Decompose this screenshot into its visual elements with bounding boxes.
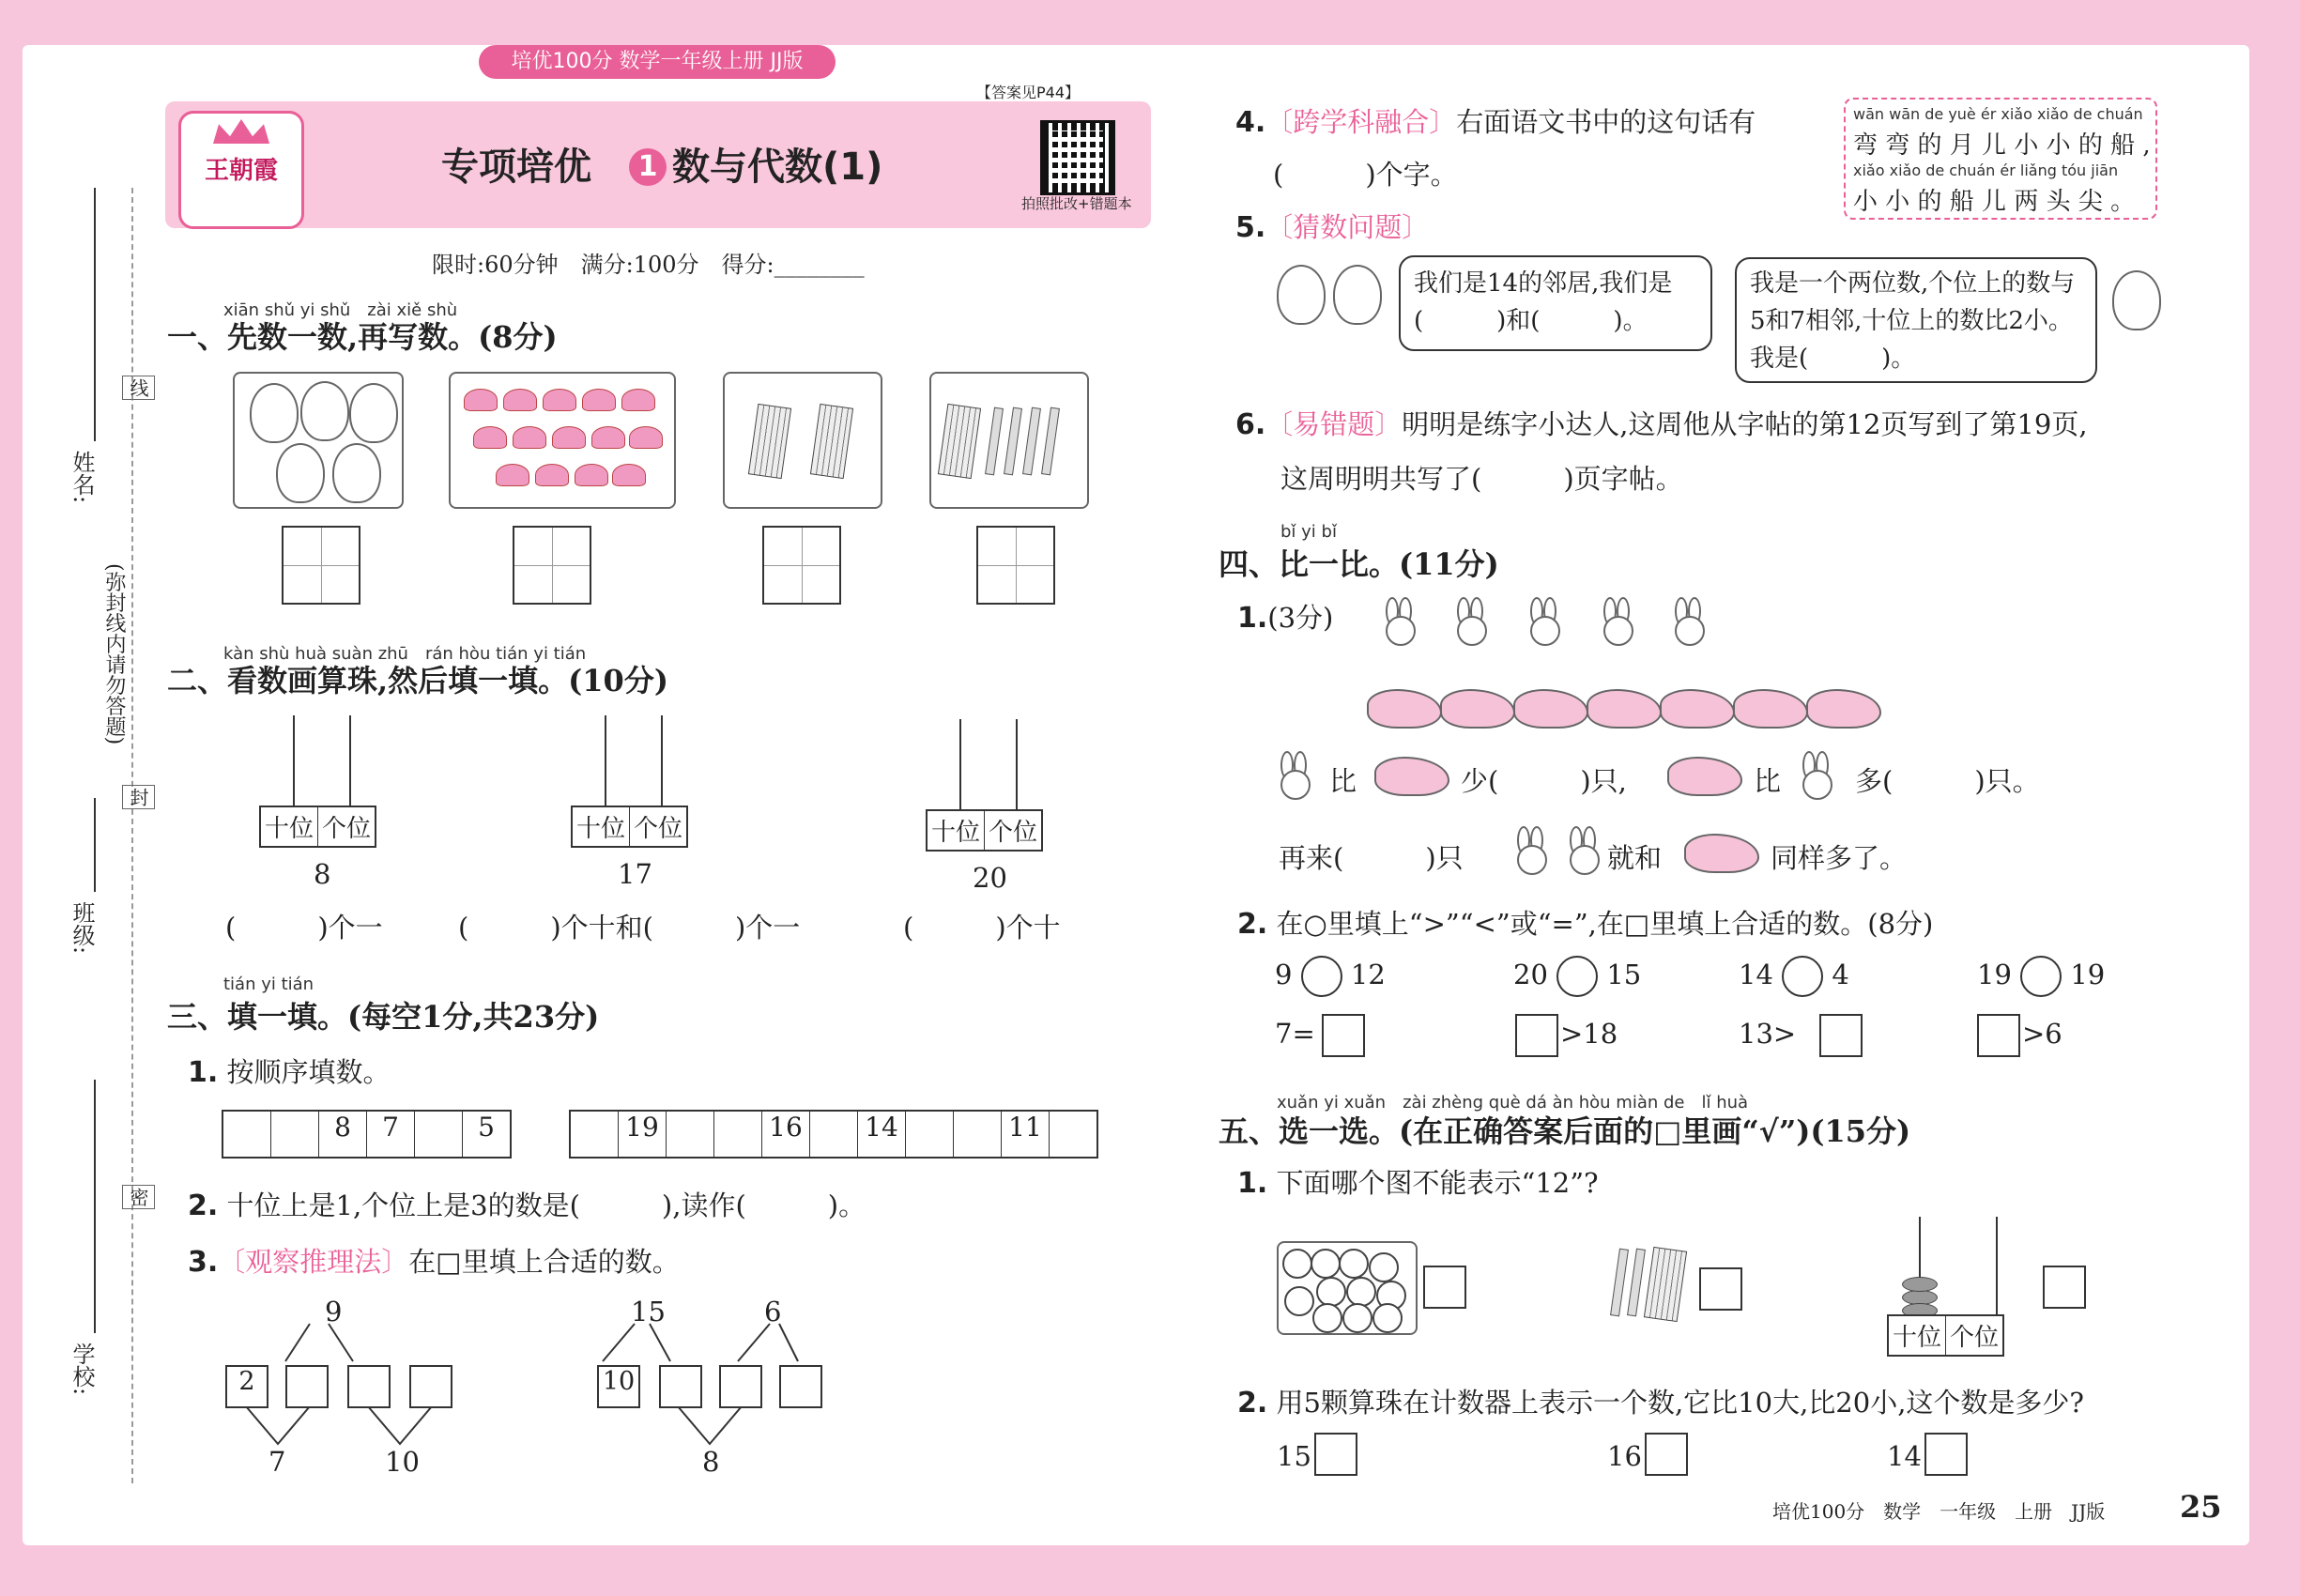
page-title: [441, 137, 882, 191]
chick-icon: [1277, 265, 1326, 325]
s2-pinyin: kàn shù huà suàn zhū rán hòu tián yi tián: [223, 644, 587, 664]
seq-cell[interactable]: [571, 1112, 619, 1157]
stick-icon: [1022, 407, 1041, 476]
box-compare-4: >6: [2022, 1018, 2062, 1050]
choice-box-c[interactable]: [2043, 1266, 2086, 1309]
mushroom-icon: [582, 389, 616, 411]
chick-icon: [250, 383, 299, 443]
seq-cell: 11: [1002, 1112, 1050, 1157]
q-number: 1.: [1237, 602, 1268, 635]
q-number: 5.: [1235, 211, 1266, 244]
smiley-icon: [1339, 1249, 1369, 1279]
compare-circle[interactable]: [1782, 956, 1823, 997]
method-tag: 〔猜数问题〕: [1265, 211, 1430, 243]
faces-picture: [1277, 1241, 1418, 1335]
tree2-box[interactable]: [719, 1365, 762, 1408]
seq-cell[interactable]: [271, 1112, 319, 1157]
rabbit-icon: [1277, 751, 1311, 800]
bubble-1-text[interactable]: 我们是14的邻居,我们是( )和( )。: [1414, 269, 1673, 335]
s4-heading: 四、比一比。(11分): [1219, 546, 1499, 582]
mushroom-icon: [473, 426, 507, 449]
abacus-rod: [1996, 1217, 1998, 1314]
rabbit-icon: [1799, 751, 1832, 800]
compare-text-4[interactable]: 多( )只。: [1855, 765, 2040, 797]
compare-left: 19: [1977, 959, 2012, 990]
logo-text: 王朝霞: [204, 157, 278, 185]
q-number: 1.: [188, 1056, 219, 1089]
box-compare-3: 13>: [1739, 1018, 1797, 1050]
tree-branch: [329, 1324, 353, 1361]
sequence-row-2: [569, 1110, 1098, 1159]
s1-pinyin: xiān shǔ yi shǔ zài xiě shù: [223, 300, 458, 320]
compare-left: 20: [1513, 959, 1548, 990]
mushroom-icon: [464, 389, 498, 411]
chick-icon: [300, 381, 349, 441]
choice-box-b[interactable]: [1699, 1267, 1742, 1311]
abacus-3-number: 20: [973, 862, 1007, 894]
tree1-box-given: 2: [225, 1365, 268, 1408]
answer-ref: 【答案见P44】: [976, 84, 1081, 101]
s3-q1: [188, 1051, 391, 1090]
box-compare-2: >18: [1560, 1018, 1618, 1050]
abacus-rod: [1016, 719, 1018, 811]
line-mark: 线: [122, 376, 155, 400]
stick-icon: [1004, 407, 1022, 476]
box-compare-blank[interactable]: [1322, 1014, 1365, 1057]
poem-box: [1844, 98, 2157, 220]
q6-line: [1235, 404, 2088, 442]
tree-branch: [650, 1324, 670, 1361]
tree-branch: [678, 1406, 742, 1444]
q4-blank[interactable]: ( )个字。: [1273, 159, 1458, 191]
mushroom-icon: [535, 464, 569, 486]
name-underline: [94, 188, 96, 441]
abacus-2-number: 17: [618, 858, 652, 890]
qr-caption: 拍照批改+错题本: [1021, 195, 1132, 212]
box-compare-blank[interactable]: [1515, 1014, 1558, 1057]
seq-cell: 14: [858, 1112, 906, 1157]
rabbit-icon: [1566, 826, 1600, 875]
s3-heading: 三、填一填。(每空1分,共23分): [167, 999, 600, 1035]
abacus-rod: [661, 715, 663, 807]
method-tag: 〔跨学科融合〕: [1265, 106, 1457, 138]
s2-fill-1[interactable]: ( )个一: [225, 912, 383, 944]
speech-bubble-1: [1399, 255, 1712, 351]
q-number: 1.: [1237, 1167, 1268, 1200]
s5-q2-text: 用5颗算珠在计数器上表示一个数,它比10大,比20小,这个数是多少?: [1276, 1387, 2084, 1419]
tens-label: 十位: [261, 807, 318, 846]
compare-circle[interactable]: [1301, 956, 1342, 997]
stick-bundle-icon: [938, 404, 981, 479]
smiley-icon: [1282, 1249, 1312, 1279]
answer-grid-1[interactable]: [282, 526, 360, 605]
rabbit-icon: [1453, 597, 1487, 646]
option-1: 15: [1277, 1440, 1311, 1472]
compare-text-1: 比: [1329, 765, 1357, 797]
seq-cell[interactable]: [223, 1112, 271, 1157]
poem-line-1: 弯 弯 的 月 儿 小 小 的 船 ,: [1853, 131, 2151, 160]
title-number-badge: 1: [629, 148, 667, 186]
seq-cell[interactable]: [714, 1112, 762, 1157]
series-banner: 培优100分 数学一年级上册 JJ版: [479, 45, 836, 79]
smiley-icon: [1284, 1286, 1314, 1316]
method-tag: 〔观察推理法〕: [218, 1246, 409, 1278]
s5-heading: 五、选一选。(在正确答案后面的□里画“√”)(15分): [1219, 1113, 1911, 1149]
tree2-box[interactable]: [659, 1365, 702, 1408]
seq-cell[interactable]: [1050, 1112, 1096, 1157]
tree-branch: [603, 1324, 635, 1361]
option-2: 16: [1607, 1440, 1642, 1472]
seq-cell: 7: [367, 1112, 415, 1157]
s3-q3: [188, 1241, 680, 1280]
q4-text: 右面语文书中的这句话有: [1456, 106, 1756, 138]
tree1-top: 9: [325, 1296, 343, 1327]
rabbit-icon: [1526, 597, 1560, 646]
chick-icon: [332, 443, 381, 503]
tree-branch: [285, 1324, 310, 1361]
s4-q2: [1237, 903, 1933, 942]
s4-q1-score: (3分): [1267, 602, 1334, 634]
compare-text-7: 同样多了。: [1771, 842, 1908, 874]
tree1-bottom-2: 10: [385, 1446, 420, 1478]
smiley-icon: [1316, 1277, 1346, 1307]
tree2-top-2: 6: [764, 1296, 782, 1327]
poem-line-2: 小 小 的 船 儿 两 头 尖 。: [1853, 188, 2136, 216]
smiley-icon: [1311, 1249, 1341, 1279]
smiley-icon: [1346, 1277, 1376, 1307]
tree2-top-1: 15: [631, 1296, 666, 1327]
class-label: 班级:: [69, 901, 95, 955]
abacus-rod: [293, 715, 295, 807]
abacus-rod: [349, 715, 351, 807]
compare-left: 9: [1275, 959, 1293, 990]
s5-pinyin: xuǎn yi xuǎn zài zhèng què dá àn hòu miàn de lǐ huà: [1277, 1093, 1749, 1113]
option-3: 14: [1887, 1440, 1922, 1472]
poem-pinyin-2: xiǎo xiǎo de chuán ér liǎng tóu jiān: [1853, 161, 2119, 179]
q5-line: [1235, 207, 1429, 245]
abacus-2-labels: [571, 806, 688, 848]
seq-cell[interactable]: [415, 1112, 463, 1157]
s2-fill-2[interactable]: ( )个十和( )个一: [458, 912, 801, 944]
method-tag: 〔易错题〕: [1265, 408, 1403, 440]
tens-label: 十位: [1889, 1316, 1946, 1355]
answer-grid-2[interactable]: [513, 526, 591, 605]
time-score-line: 限时:60分钟 满分:100分 得分:________: [432, 252, 865, 278]
rabbit-icon: [1671, 597, 1705, 646]
seq-cell: 16: [762, 1112, 810, 1157]
q4-line: [1235, 101, 1756, 140]
bubble-2-text[interactable]: 我是一个两位数,个位上的数与5和7相邻,十位上的数比2小。我是( )。: [1750, 269, 2076, 373]
abacus-bead: [1902, 1277, 1938, 1292]
tree-branch: [779, 1324, 798, 1361]
seq-cell: 5: [478, 1112, 495, 1143]
box-compare-1: [1275, 1018, 1315, 1050]
seq-cell[interactable]: [906, 1112, 954, 1157]
seal-mark: 封: [122, 785, 155, 809]
chick-icon: [2112, 270, 2161, 330]
q6-blank[interactable]: 这周明明共写了( )页字帖。: [1280, 463, 1683, 495]
q-number: 2.: [1237, 908, 1268, 941]
seq-cell[interactable]: [667, 1112, 714, 1157]
abacus-3-labels: [926, 809, 1043, 852]
smiley-icon: [1312, 1303, 1342, 1333]
speech-bubble-2: [1735, 257, 2097, 383]
compare-circle[interactable]: [1556, 956, 1598, 997]
abacus-rod: [959, 719, 961, 811]
compare-item-2: [1513, 956, 1641, 997]
mushroom-icon: [575, 464, 608, 486]
compare-left: 14: [1739, 959, 1773, 990]
school-label: 学校:: [69, 1343, 95, 1396]
abacus-choice-labels: [1887, 1314, 2004, 1357]
compare-right: 15: [1606, 959, 1642, 990]
tree2-box[interactable]: [779, 1365, 822, 1408]
compare-item-1: [1275, 956, 1386, 997]
tree2-box-given: 10: [597, 1365, 640, 1408]
chick-icon: [349, 383, 398, 443]
compare-circle[interactable]: [2020, 956, 2062, 997]
q-number: 6.: [1235, 408, 1266, 441]
s3-q1-text: 按顺序填数。: [226, 1056, 391, 1088]
compare-right: 12: [1350, 959, 1386, 990]
s5-q1: [1237, 1162, 1599, 1201]
mushroom-icon: [503, 389, 537, 411]
answer-grid-3[interactable]: [762, 526, 841, 605]
seq-cell[interactable]: [810, 1112, 858, 1157]
footer-text: 培优100分 数学 一年级 上册 JJ版: [1772, 1500, 2106, 1523]
s4-pinyin: bǐ yi bǐ: [1280, 522, 1337, 542]
s4-q2-text: 在○里填上“>”“<”或“=”,在□里填上合适的数。(8分): [1276, 908, 1934, 940]
s1-heading: 一、先数一数,再写数。(8分): [167, 319, 558, 355]
abacus-1-number: 8: [314, 858, 331, 890]
page-number: 25: [2180, 1489, 2222, 1525]
compare-text-6: 就和: [1607, 842, 1663, 874]
s3-q2-text: 十位上是1,个位上是3的数是( ),读作( )。: [226, 1189, 866, 1221]
chicks-picture: [233, 372, 404, 509]
smiley-icon: [1369, 1252, 1399, 1282]
seq-cell: 19: [619, 1112, 667, 1157]
tree-branch: [738, 1324, 770, 1361]
seq-cell[interactable]: [954, 1112, 1002, 1157]
mushroom-icon: [543, 389, 576, 411]
answer-grid-4[interactable]: [976, 526, 1055, 605]
box-compare-blank[interactable]: [1977, 1014, 2020, 1057]
tens-label: 十位: [573, 807, 630, 846]
q-number: 4.: [1235, 106, 1266, 139]
chick-icon: [276, 443, 325, 503]
title-prefix: 专项培优: [441, 146, 591, 189]
smiley-icon: [1372, 1303, 1403, 1333]
s5-q2: [1237, 1382, 2084, 1420]
poem-pinyin-1: wān wān de yuè ér xiǎo xiǎo de chuán: [1853, 105, 2143, 123]
stick-bundle-icon: [748, 404, 791, 479]
q-number: 2.: [188, 1189, 219, 1222]
ones-label: 个位: [634, 815, 683, 843]
abacus-1-labels: [259, 806, 376, 848]
s3-q2[interactable]: [188, 1185, 866, 1223]
option-2-box[interactable]: [1645, 1433, 1688, 1476]
chick-icon: [1333, 265, 1382, 325]
compare-text-5[interactable]: 再来( )只: [1279, 842, 1464, 874]
q-number: 2.: [1237, 1387, 1268, 1420]
mi-mark: 密: [122, 1185, 155, 1209]
q6-text: 明明是练字小达人,这周他从字帖的第12页写到了第19页,: [1402, 408, 2088, 440]
tree-branch: [368, 1406, 432, 1444]
stick-icon: [985, 407, 1004, 476]
qr-code-icon[interactable]: [1040, 120, 1115, 195]
tree1-box[interactable]: [409, 1365, 452, 1408]
stick-bundle-icon: [810, 404, 853, 479]
abacus-rod: [605, 715, 606, 807]
s2-fill-3[interactable]: ( )个十: [903, 912, 1061, 944]
class-underline: [94, 798, 96, 892]
rabbit-icon: [1513, 826, 1547, 875]
compare-text-2[interactable]: 少( )只,: [1461, 765, 1627, 797]
tree2-bottom: 8: [702, 1446, 720, 1478]
choice-box-a[interactable]: [1423, 1266, 1466, 1309]
mushroom-icon: [612, 464, 646, 486]
s4-q1: [1237, 597, 1333, 636]
mushroom-icon: [629, 426, 663, 449]
mushroom-icon: [621, 389, 655, 411]
ones-label: 个位: [1950, 1324, 2000, 1352]
compare-item-3: [1739, 956, 1849, 997]
s5-q1-text: 下面哪个图不能表示“12”?: [1276, 1167, 1599, 1199]
mushroom-icon: [496, 464, 529, 486]
mushroom-icon: [552, 426, 586, 449]
s2-heading: 二、看数画算珠,然后填一填。(10分): [167, 663, 668, 698]
mushrooms-picture: [449, 372, 676, 509]
tree1-box[interactable]: [285, 1365, 329, 1408]
compare-item-4: [1977, 956, 2105, 997]
smiley-icon: [1342, 1303, 1372, 1333]
ones-label: 个位: [322, 815, 372, 843]
two-bundles-picture: [723, 372, 882, 509]
box-compare-label: 7=: [1275, 1018, 1315, 1050]
option-1-box[interactable]: [1314, 1433, 1357, 1476]
mushroom-icon: [513, 426, 546, 449]
q-number: 3.: [188, 1246, 219, 1279]
rabbit-icon: [1600, 597, 1633, 646]
sequence-row-1: [222, 1110, 512, 1159]
tree-branch: [246, 1406, 310, 1444]
school-underline: [94, 1080, 96, 1333]
bundle-and-sticks-picture: [929, 372, 1089, 509]
tree1-box[interactable]: [347, 1365, 391, 1408]
title-main: 数与代数(1): [672, 146, 883, 189]
seal-notice: (弥封线内请勿答题): [102, 563, 126, 745]
rabbit-icon: [1382, 597, 1416, 646]
box-compare-blank[interactable]: [1819, 1014, 1863, 1057]
tens-label: 十位: [928, 811, 985, 850]
compare-right: 4: [1832, 959, 1849, 990]
publisher-logo: [178, 111, 304, 229]
option-3-box[interactable]: [1924, 1433, 1968, 1476]
tree1-bottom-1: 7: [268, 1446, 286, 1478]
crown-icon: [213, 119, 269, 144]
ones-label: 个位: [989, 819, 1038, 847]
stick-icon: [1041, 407, 1060, 476]
compare-right: 19: [2070, 959, 2106, 990]
mushroom-icon: [591, 426, 625, 449]
compare-text-3: 比: [1754, 765, 1782, 797]
s3-pinyin: tián yi tián: [223, 974, 314, 994]
name-label: 姓名:: [69, 451, 95, 504]
seq-cell: 8: [319, 1112, 367, 1157]
s3-q3-text: 在□里填上合适的数。: [408, 1246, 680, 1278]
